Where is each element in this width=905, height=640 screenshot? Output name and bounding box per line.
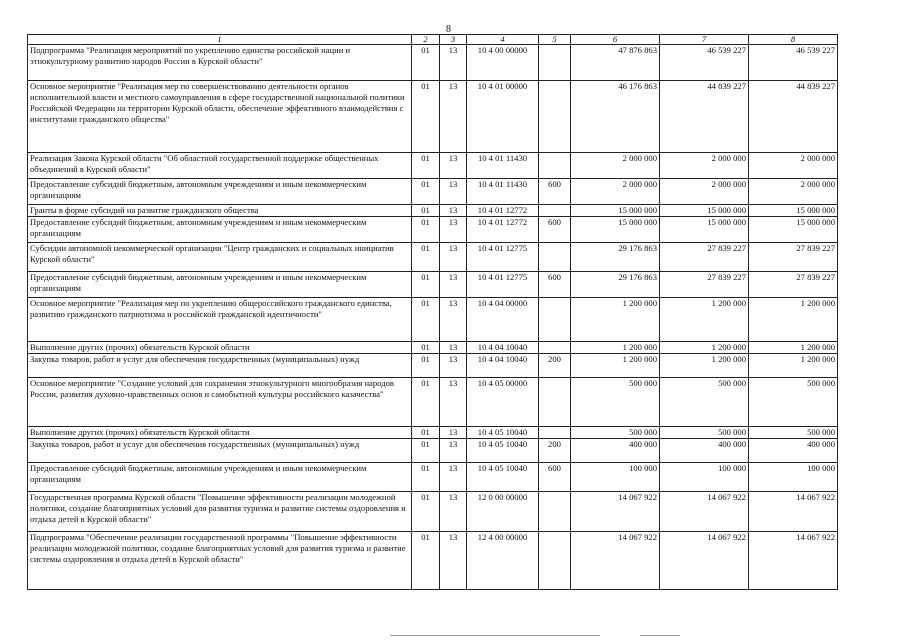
table-row bbox=[28, 205, 838, 217]
row-expense-type: 600 bbox=[539, 463, 571, 492]
row-amount-1: 1 200 000 bbox=[571, 298, 660, 342]
row-section: 01 bbox=[412, 427, 440, 439]
header-col-5: 5 bbox=[539, 35, 571, 45]
table-row bbox=[28, 45, 838, 81]
row-target-code: 10 4 05 10040 bbox=[467, 439, 539, 463]
row-amount-3: 14 067 922 bbox=[749, 492, 838, 532]
row-amount-3: 2 000 000 bbox=[749, 179, 838, 205]
row-section: 01 bbox=[412, 342, 440, 354]
row-target-code: 10 4 00 00000 bbox=[467, 45, 539, 81]
row-subsection: 13 bbox=[440, 354, 467, 378]
row-target-code: 10 4 01 12772 bbox=[467, 217, 539, 243]
row-name: Закупка товаров, работ и услуг для обеспечения государственных (муниципальных) нужд bbox=[28, 354, 412, 378]
table-row bbox=[28, 153, 838, 179]
budget-table bbox=[27, 34, 838, 590]
row-amount-2: 500 000 bbox=[660, 378, 749, 427]
row-section: 01 bbox=[412, 492, 440, 532]
row-amount-1: 100 000 bbox=[571, 463, 660, 492]
row-section: 01 bbox=[412, 205, 440, 217]
table-row bbox=[28, 342, 838, 354]
row-subsection: 13 bbox=[440, 153, 467, 179]
row-expense-type bbox=[539, 205, 571, 217]
row-section: 01 bbox=[412, 272, 440, 298]
table-row bbox=[28, 463, 838, 492]
row-amount-3: 100 000 bbox=[749, 463, 838, 492]
row-amount-2: 400 000 bbox=[660, 439, 749, 463]
row-expense-type bbox=[539, 427, 571, 439]
table-row bbox=[28, 81, 838, 153]
row-amount-3: 15 000 000 bbox=[749, 205, 838, 217]
row-name: Предоставление субсидий бюджетным, автономным учреждениям и иным некоммерческим организациям bbox=[28, 272, 412, 298]
row-subsection: 13 bbox=[440, 179, 467, 205]
row-section: 01 bbox=[412, 153, 440, 179]
table-row bbox=[28, 427, 838, 439]
row-amount-2: 15 000 000 bbox=[660, 205, 749, 217]
row-expense-type bbox=[539, 153, 571, 179]
row-amount-1: 500 000 bbox=[571, 378, 660, 427]
row-subsection: 13 bbox=[440, 81, 467, 153]
table-row bbox=[28, 298, 838, 342]
row-subsection: 13 bbox=[440, 532, 467, 590]
row-name: Подпрограмма "Реализация мероприятий по укреплению единства российской нации и этнокультурному развитию народов России в Курской области" bbox=[28, 45, 412, 81]
row-amount-1: 47 876 863 bbox=[571, 45, 660, 81]
table-row bbox=[28, 179, 838, 205]
row-amount-1: 1 200 000 bbox=[571, 342, 660, 354]
row-amount-2: 1 200 000 bbox=[660, 354, 749, 378]
row-target-code: 10 4 05 10040 bbox=[467, 427, 539, 439]
row-amount-1: 400 000 bbox=[571, 439, 660, 463]
row-amount-2: 14 067 922 bbox=[660, 492, 749, 532]
row-target-code: 10 4 01 12775 bbox=[467, 243, 539, 272]
row-expense-type bbox=[539, 298, 571, 342]
row-target-code: 10 4 01 12772 bbox=[467, 205, 539, 217]
row-section: 01 bbox=[412, 463, 440, 492]
scan-artifact-line bbox=[390, 635, 600, 636]
row-section: 01 bbox=[412, 243, 440, 272]
row-amount-2: 500 000 bbox=[660, 427, 749, 439]
row-expense-type bbox=[539, 532, 571, 590]
row-amount-1: 46 176 863 bbox=[571, 81, 660, 153]
row-name: Государственная программа Курской области "Повышение эффективности реализации молодежной политики, создание благоприятных условий для развития туризма и развитие системы оздоровления и отдыха детей в Курской области" bbox=[28, 492, 412, 532]
row-name: Субсидии автономной некоммерческой организации "Центр гражданских и социальных инициатив Курской области" bbox=[28, 243, 412, 272]
row-expense-type bbox=[539, 243, 571, 272]
row-amount-3: 1 200 000 bbox=[749, 298, 838, 342]
row-amount-1: 14 067 922 bbox=[571, 532, 660, 590]
header-col-6: 6 bbox=[571, 35, 660, 45]
row-name: Подпрограмма "Обеспечение реализации государственной программы "Повышение эффективности реализации молодежной политики, создание благоприятных условий для развития туризма и развитие системы оздоровления и отдыха детей в Курской области" bbox=[28, 532, 412, 590]
row-amount-3: 400 000 bbox=[749, 439, 838, 463]
row-target-code: 12 4 00 00000 bbox=[467, 532, 539, 590]
row-subsection: 13 bbox=[440, 272, 467, 298]
row-amount-2: 1 200 000 bbox=[660, 342, 749, 354]
table-row bbox=[28, 378, 838, 427]
row-subsection: 13 bbox=[440, 243, 467, 272]
row-amount-1: 29 176 863 bbox=[571, 243, 660, 272]
table-row bbox=[28, 532, 838, 590]
row-section: 01 bbox=[412, 45, 440, 81]
row-section: 01 bbox=[412, 298, 440, 342]
row-section: 01 bbox=[412, 532, 440, 590]
header-row bbox=[28, 35, 838, 45]
row-amount-1: 15 000 000 bbox=[571, 217, 660, 243]
row-name: Предоставление субсидий бюджетным, автономным учреждениям и иным некоммерческим организациям bbox=[28, 217, 412, 243]
row-name: Закупка товаров, работ и услуг для обеспечения государственных (муниципальных) нужд bbox=[28, 439, 412, 463]
row-amount-3: 1 200 000 bbox=[749, 342, 838, 354]
row-amount-2: 1 200 000 bbox=[660, 298, 749, 342]
row-target-code: 10 4 05 10040 bbox=[467, 463, 539, 492]
row-subsection: 13 bbox=[440, 45, 467, 81]
row-amount-3: 46 539 227 bbox=[749, 45, 838, 81]
table-row bbox=[28, 492, 838, 532]
row-target-code: 10 4 05 00000 bbox=[467, 378, 539, 427]
row-subsection: 13 bbox=[440, 439, 467, 463]
row-amount-1: 15 000 000 bbox=[571, 205, 660, 217]
row-subsection: 13 bbox=[440, 492, 467, 532]
row-name: Выполнение других (прочих) обязательств Курской области bbox=[28, 427, 412, 439]
page-number: 8 bbox=[446, 24, 451, 35]
row-amount-1: 500 000 bbox=[571, 427, 660, 439]
row-amount-3: 14 067 922 bbox=[749, 532, 838, 590]
row-amount-1: 2 000 000 bbox=[571, 153, 660, 179]
header-col-8: 8 bbox=[749, 35, 838, 45]
row-section: 01 bbox=[412, 81, 440, 153]
row-amount-3: 15 000 000 bbox=[749, 217, 838, 243]
scan-artifact-line bbox=[640, 635, 680, 636]
row-target-code: 10 4 01 12775 bbox=[467, 272, 539, 298]
row-target-code: 10 4 04 10040 bbox=[467, 354, 539, 378]
row-expense-type bbox=[539, 45, 571, 81]
row-expense-type bbox=[539, 81, 571, 153]
row-amount-2: 27 839 227 bbox=[660, 272, 749, 298]
row-expense-type: 200 bbox=[539, 439, 571, 463]
row-name: Предоставление субсидий бюджетным, автономным учреждениям и иным некоммерческим организациям bbox=[28, 463, 412, 492]
row-subsection: 13 bbox=[440, 427, 467, 439]
row-amount-2: 2 000 000 bbox=[660, 179, 749, 205]
row-amount-3: 27 839 227 bbox=[749, 243, 838, 272]
row-section: 01 bbox=[412, 179, 440, 205]
row-amount-2: 27 839 227 bbox=[660, 243, 749, 272]
table-row bbox=[28, 217, 838, 243]
table-row bbox=[28, 439, 838, 463]
row-amount-2: 2 000 000 bbox=[660, 153, 749, 179]
row-target-code: 12 0 00 00000 bbox=[467, 492, 539, 532]
row-amount-3: 1 200 000 bbox=[749, 354, 838, 378]
row-amount-3: 500 000 bbox=[749, 427, 838, 439]
table-row bbox=[28, 243, 838, 272]
row-target-code: 10 4 04 10040 bbox=[467, 342, 539, 354]
row-section: 01 bbox=[412, 378, 440, 427]
row-amount-2: 15 000 000 bbox=[660, 217, 749, 243]
row-amount-3: 500 000 bbox=[749, 378, 838, 427]
table-row bbox=[28, 354, 838, 378]
header-col-4: 4 bbox=[467, 35, 539, 45]
row-expense-type: 600 bbox=[539, 272, 571, 298]
row-name: Гранты в форме субсидий на развитие гражданского общества bbox=[28, 205, 412, 217]
row-amount-2: 14 067 922 bbox=[660, 532, 749, 590]
header-col-1: 1 bbox=[28, 35, 412, 45]
row-amount-1: 14 067 922 bbox=[571, 492, 660, 532]
row-expense-type: 600 bbox=[539, 217, 571, 243]
row-subsection: 13 bbox=[440, 205, 467, 217]
row-target-code: 10 4 01 11430 bbox=[467, 153, 539, 179]
row-amount-3: 27 839 227 bbox=[749, 272, 838, 298]
row-expense-type bbox=[539, 342, 571, 354]
row-amount-3: 44 839 227 bbox=[749, 81, 838, 153]
table-row bbox=[28, 272, 838, 298]
row-target-code: 10 4 01 00000 bbox=[467, 81, 539, 153]
header-col-7: 7 bbox=[660, 35, 749, 45]
row-name: Реализация Закона Курской области "Об областной государственной поддержке общественных объединений в Курской области" bbox=[28, 153, 412, 179]
row-subsection: 13 bbox=[440, 298, 467, 342]
row-target-code: 10 4 01 11430 bbox=[467, 179, 539, 205]
row-subsection: 13 bbox=[440, 217, 467, 243]
row-name: Предоставление субсидий бюджетным, автономным учреждениям и иным некоммерческим организациям bbox=[28, 179, 412, 205]
header-col-2: 2 bbox=[412, 35, 440, 45]
row-expense-type: 200 bbox=[539, 354, 571, 378]
row-subsection: 13 bbox=[440, 378, 467, 427]
row-subsection: 13 bbox=[440, 463, 467, 492]
row-expense-type bbox=[539, 492, 571, 532]
row-amount-1: 1 200 000 bbox=[571, 354, 660, 378]
row-name: Основное мероприятие "Создание условий для сохранения этнокультурного многообразия народов России, развития духовно-нравственных основ и самобытной культуры российского казачества" bbox=[28, 378, 412, 427]
row-name: Выполнение других (прочих) обязательств Курской области bbox=[28, 342, 412, 354]
row-section: 01 bbox=[412, 439, 440, 463]
row-expense-type: 600 bbox=[539, 179, 571, 205]
header-col-3: 3 bbox=[440, 35, 467, 45]
row-name: Основное мероприятие "Реализация мер по совершенствованию деятельности органов исполнительной власти и местного самоуправления в сфере государственной национальной политики Российской Федерации на территории Курской области, обеспечение эффективного взаимодействия с институтами гражданского общества" bbox=[28, 81, 412, 153]
row-target-code: 10 4 04 00000 bbox=[467, 298, 539, 342]
row-amount-1: 2 000 000 bbox=[571, 179, 660, 205]
row-amount-1: 29 176 863 bbox=[571, 272, 660, 298]
row-section: 01 bbox=[412, 217, 440, 243]
row-amount-3: 2 000 000 bbox=[749, 153, 838, 179]
row-name: Основное мероприятие "Реализация мер по укреплению общероссийского гражданского единства, развитию гражданского патриотизма и российской гражданской идентичности" bbox=[28, 298, 412, 342]
row-amount-2: 44 839 227 bbox=[660, 81, 749, 153]
row-expense-type bbox=[539, 378, 571, 427]
row-section: 01 bbox=[412, 354, 440, 378]
row-amount-2: 100 000 bbox=[660, 463, 749, 492]
row-amount-2: 46 539 227 bbox=[660, 45, 749, 81]
row-subsection: 13 bbox=[440, 342, 467, 354]
